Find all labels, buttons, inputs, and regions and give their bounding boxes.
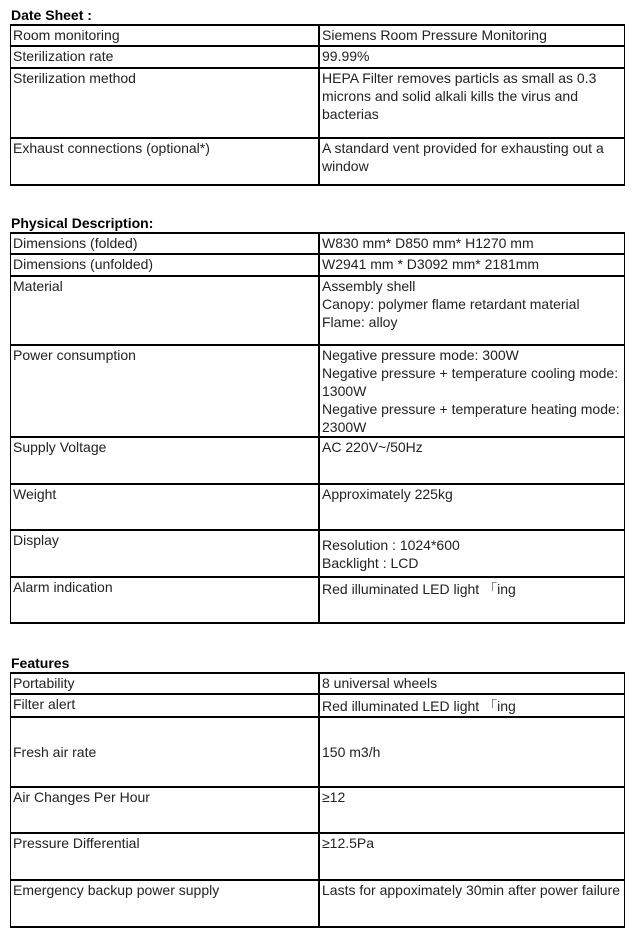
section-title-date-sheet: Date Sheet :	[11, 7, 92, 23]
table-row	[11, 787, 625, 833]
value-line: Negative pressure + temperature heating mode: 2300W	[322, 401, 620, 435]
row-label: Fresh air rate	[11, 717, 320, 787]
row-value: W830 mm* D850 mm* H1270 mm	[319, 233, 625, 254]
table-row	[11, 484, 625, 530]
table-row	[11, 694, 625, 717]
value-line: Resolution : 1024*600	[322, 536, 460, 553]
row-label: Pressure Differential	[11, 833, 320, 880]
table-row	[11, 254, 625, 276]
value-line: Canopy: polymer flame retardant material	[322, 296, 580, 312]
row-label: Sterilization rate	[11, 46, 320, 68]
value-line: Assembly shell	[322, 278, 416, 294]
table-row	[11, 577, 625, 623]
row-value: ≥12.5Pa	[319, 833, 625, 880]
row-label: Dimensions (unfolded)	[11, 254, 320, 276]
row-label: Alarm indication	[11, 577, 320, 623]
row-value: Siemens Room Pressure Monitoring	[319, 25, 625, 46]
features-table	[10, 672, 625, 928]
value-line: Negative pressure mode: 300W	[322, 347, 519, 363]
row-label: Power consumption	[11, 345, 320, 437]
row-value: 150 m3/h	[319, 717, 625, 787]
table-row	[11, 530, 625, 577]
table-row	[11, 233, 625, 254]
row-value	[319, 276, 625, 345]
table-row	[11, 717, 625, 787]
table-row	[11, 833, 625, 880]
row-label: Filter alert	[11, 694, 320, 717]
table-row	[11, 138, 625, 185]
row-value: W2941 mm * D3092 mm* 2181mm	[319, 254, 625, 276]
value-line: Backlight : LCD	[322, 554, 419, 571]
row-value: Lasts for appoximately 30min after power failure	[319, 880, 625, 927]
table-row	[11, 345, 625, 437]
row-value: 99.99%	[319, 46, 625, 68]
section-title-features: Features	[11, 655, 70, 671]
value-line: Flame: alloy	[322, 314, 398, 330]
section-title-physical-description: Physical Description:	[11, 215, 154, 231]
date-sheet-table	[10, 24, 625, 186]
row-value: AC 220V~/50Hz	[319, 437, 625, 484]
row-value: Red illuminated LED light 「ing	[319, 577, 625, 623]
row-value: A standard vent provided for exhausting out a window	[319, 138, 625, 185]
table-row	[11, 25, 625, 46]
row-value	[319, 530, 625, 577]
table-row	[11, 46, 625, 68]
row-value	[319, 345, 625, 437]
row-label: Portability	[11, 673, 320, 694]
row-label: Sterilization method	[11, 68, 320, 138]
row-value: Approximately 225kg	[319, 484, 625, 530]
physical-description-table	[10, 232, 625, 624]
table-row	[11, 68, 625, 138]
row-value: ≥12	[319, 787, 625, 833]
row-value: 8 universal wheels	[319, 673, 625, 694]
row-label: Dimensions (folded)	[11, 233, 320, 254]
row-label: Exhaust connections (optional*)	[11, 138, 320, 185]
table-row	[11, 276, 625, 345]
row-label: Supply Voltage	[11, 437, 320, 484]
table-row	[11, 673, 625, 694]
row-label: Weight	[11, 484, 320, 530]
table-row	[11, 437, 625, 484]
row-label: Air Changes Per Hour	[11, 787, 320, 833]
value-line: Negative pressure + temperature cooling mode: 1300W	[322, 365, 619, 399]
row-label: Emergency backup power supply	[11, 880, 320, 927]
row-label: Display	[11, 530, 320, 577]
row-value: HEPA Filter removes particls as small as 0.3 microns and solid alkali kills the virus and bacterias	[319, 68, 625, 138]
row-value: Red illuminated LED light 「ing	[319, 694, 625, 717]
table-row	[11, 880, 625, 927]
row-label: Material	[11, 276, 320, 345]
row-label: Room monitoring	[11, 25, 320, 46]
